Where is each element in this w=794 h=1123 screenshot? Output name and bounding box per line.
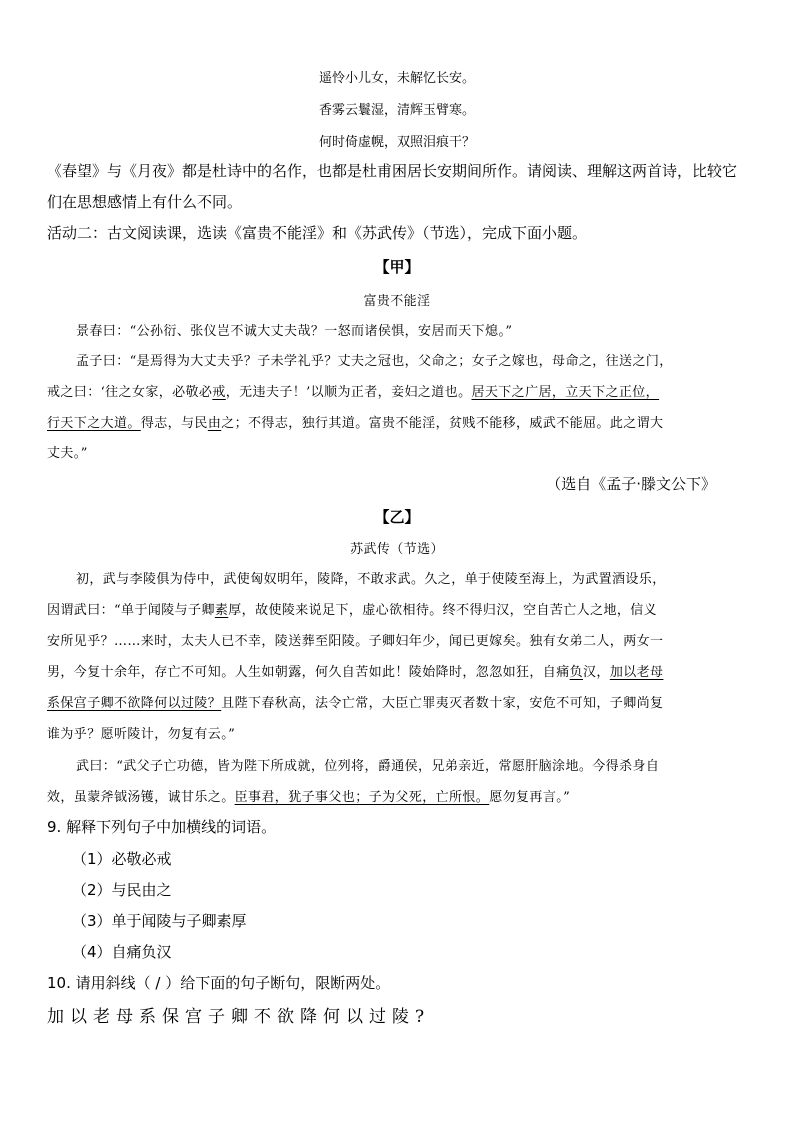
yi-title: 苏武传（节选）	[350, 542, 444, 557]
section-marker-yi: 【乙】	[374, 508, 420, 526]
question-9-item-4: （4）自痛负汉	[72, 943, 172, 961]
underlined-word: 戒	[212, 385, 226, 400]
jia-line-3: 戒之曰：‘往之女家，必敬必戒，无违夫子！’以顺为正者，妾妇之道也。居天下之广居，立天下之正位，	[47, 385, 660, 400]
question-10-stem: 10. 请用斜线（ / ）给下面的句子断句，限断两处。	[47, 974, 391, 992]
underlined-word: 素	[214, 603, 229, 618]
underlined-word: 负	[569, 665, 584, 680]
jia-line-2: 孟子曰：“是焉得为大丈夫乎？子未学礼乎？丈夫之冠也，父命之；女子之嫁也，母命之，往送之门，	[76, 354, 673, 369]
question-9-item-3: （3）单于闻陵与子卿素厚	[72, 912, 247, 930]
question-10-sentence: 加以老母系保宫子卿不欲降何以过陵?	[47, 1007, 431, 1027]
section-marker-jia: 【甲】	[374, 258, 420, 276]
jia-line-1: 景春曰：“公孙衍、张仪岂不诚大丈夫哉？一怒而诸侯惧，安居而天下熄。”	[76, 324, 513, 339]
underlined-sentence: 行天下之大道。	[47, 416, 141, 431]
underlined-sentence: 系保宫子卿不欲降何以过陵？	[47, 696, 222, 711]
underlined-sentence: 加以老母	[609, 665, 664, 680]
poem-line-2: 香雾云鬟湿，清辉玉臂寒。	[318, 103, 475, 118]
intro-line-2: 们在思想感情上有什么不同。	[47, 193, 243, 211]
question-9-item-2: （2）与民由之	[72, 881, 172, 899]
yi-line-3: 安所见乎？……来时，太夫人已不幸，陵送葬至阳陵。子卿妇年少，闻已更嫁矣。独有女弟二人，两女一	[47, 634, 664, 649]
jia-source: （选自《孟子·滕文公下》	[546, 475, 716, 493]
underlined-sentence: 臣事君，犹子事父也；子为父死，亡所恨。	[234, 790, 490, 805]
yi-line-6: 谁为乎？愿听陵计，勿复有云。”	[47, 727, 236, 742]
jia-title: 富贵不能淫	[363, 294, 431, 309]
activity-2: 活动二：古文阅读课，选读《富贵不能淫》和《苏武传》（节选），完成下面小题。	[47, 224, 588, 242]
poem-line-3: 何时倚虚幌，双照泪痕干？	[318, 135, 475, 150]
yi-line-7: 武曰：“武父子亡功德，皆为陛下所成就，位列将，爵通侯，兄弟亲近，常愿肝脑涂地。今得杀身自	[76, 759, 660, 774]
question-9-stem: 9. 解释下列句子中加横线的词语。	[47, 818, 277, 836]
underlined-word: 由	[207, 416, 222, 431]
underlined-sentence: 居天下之广居，立天下之正位，	[471, 385, 660, 400]
poem-line-1: 遥怜小儿女，未解忆长安。	[318, 71, 475, 86]
question-9-item-1: （1）必敬必戒	[72, 850, 172, 868]
yi-line-5: 系保宫子卿不欲降何以过陵？且陛下春秋高，法令亡常，大臣亡罪夷灭者数十家，安危不可知，子卿尚复	[47, 696, 664, 711]
jia-line-4: 行天下之大道。得志，与民由之；不得志，独行其道。富贵不能淫，贫贱不能移，威武不能屈。此之谓大	[47, 416, 664, 431]
yi-line-1: 初，武与李陵俱为侍中，武使匈奴明年，陵降，不敢求武。久之，单于使陵至海上，为武置酒设乐，	[76, 572, 666, 587]
intro-line-1: 《春望》与《月夜》都是杜诗中的名作，也都是杜甫困居长安期间所作。请阅读、理解这两首诗，比较它	[47, 162, 738, 180]
jia-line-5: 丈夫。”	[47, 446, 88, 461]
yi-line-4: 男，今复十余年，存亡不可知。人生如朝露，何久自苦如此！陵始降时，忽忽如狂，自痛负汉，加以老母	[47, 665, 664, 680]
yi-line-2: 因谓武曰：“单于闻陵与子卿素厚，故使陵来说足下，虚心欲相待。终不得归汉，空自苦亡人之地，信义	[47, 603, 658, 618]
yi-line-8: 效，虽蒙斧钺汤镬，诚甘乐之。臣事君，犹子事父也；子为父死，亡所恨。愿勿复再言。”	[47, 790, 571, 805]
